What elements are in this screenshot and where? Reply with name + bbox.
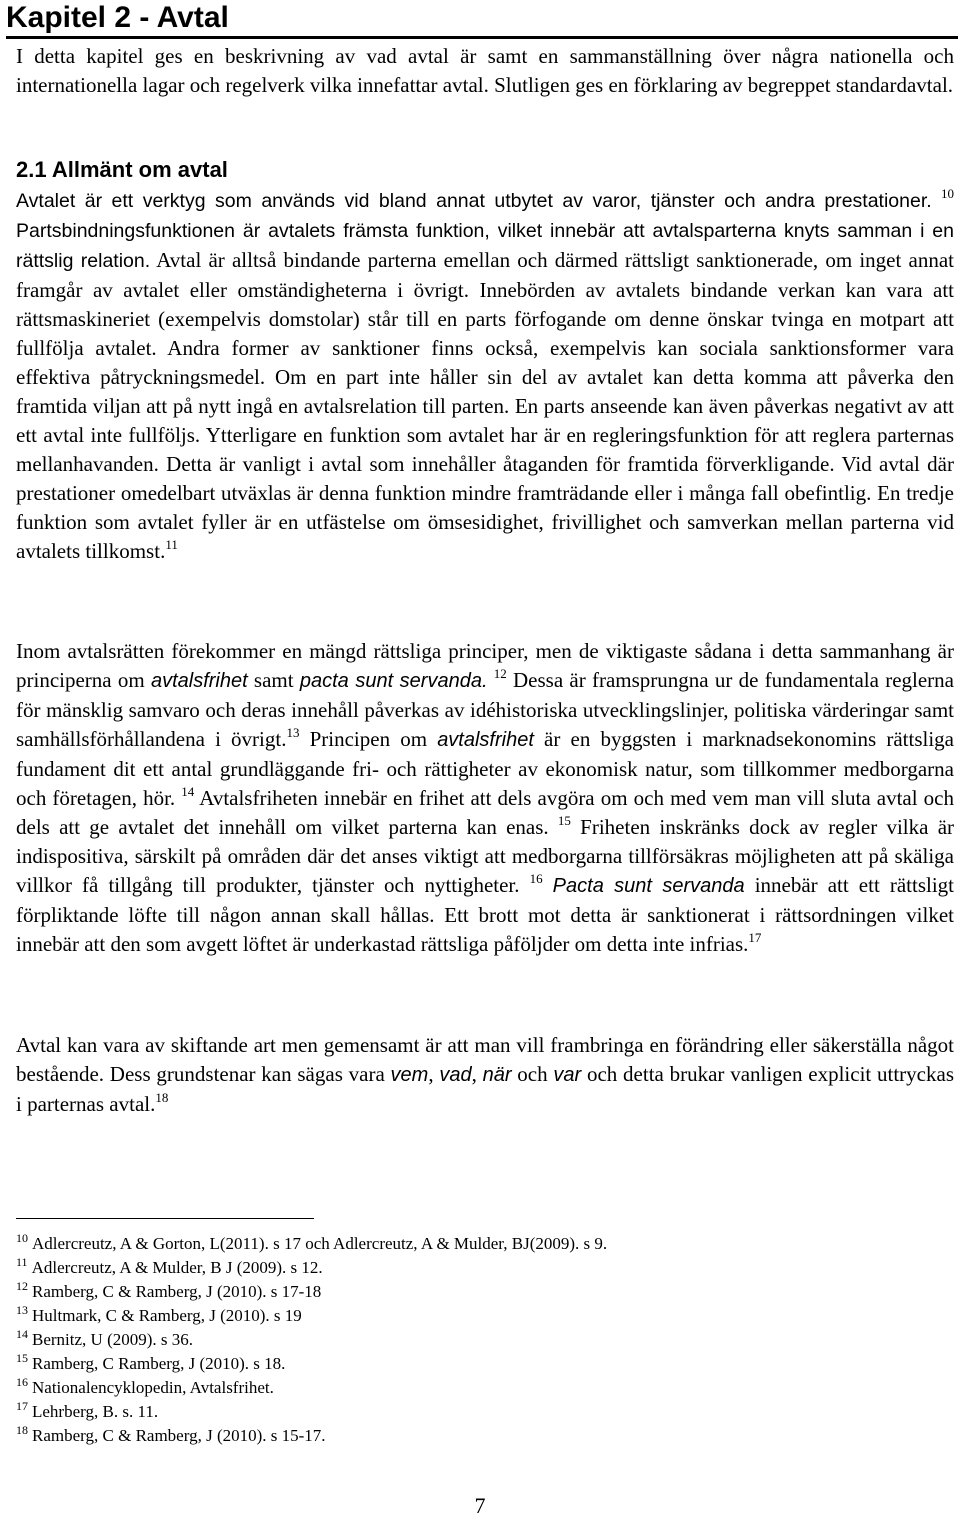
term-avtalsfrihet: avtalsfrihet <box>150 670 248 692</box>
footnote-number: 11 <box>16 1255 28 1269</box>
footnote-number: 12 <box>16 1279 28 1293</box>
footnote-ref-17: 17 <box>748 930 762 945</box>
footnote-ref-11: 11 <box>165 537 178 552</box>
footnote-text: Lehrberg, B. s. 11. <box>32 1402 159 1421</box>
footnote-number: 15 <box>16 1351 28 1365</box>
paragraph-1-sentence-1: Avtalet är ett verktyg som används vid bland annat utbytet av varor, tjänster och andra prestationer. <box>16 190 932 212</box>
chapter-title: Kapitel 2 - Avtal <box>6 1 229 34</box>
footnote-number: 10 <box>16 1231 28 1245</box>
footnote-text: Adlercreutz, A & Mulder, B J (2009). s 12. <box>31 1258 323 1277</box>
paragraph-2-text <box>543 873 553 897</box>
footnote-text: Ramberg, C Ramberg, J (2010). s 18. <box>32 1354 286 1373</box>
footnote-item <box>16 1304 916 1328</box>
term-vem: vem <box>390 1064 429 1086</box>
footnote-item <box>16 1328 916 1352</box>
footnote-item <box>16 1280 916 1304</box>
footnote-number: 14 <box>16 1327 28 1341</box>
chapter-intro: I detta kapitel ges en beskrivning av vad avtal är samt en sammanställning över några nationella och internationella lagar och regelverk vilka innefattar avtal. Slutligen ges en förklaring av begreppet standardavtal. <box>16 44 954 97</box>
footnote-text: Hultmark, C & Ramberg, J (2010). s 19 <box>32 1306 302 1325</box>
footnote-ref-15: 15 <box>557 813 571 828</box>
footnote-item <box>16 1232 916 1256</box>
section-paragraph-2 <box>16 637 954 959</box>
term-pacta-sunt-servanda: Pacta sunt servanda <box>552 875 745 897</box>
footnote-ref-16: 16 <box>529 871 543 886</box>
footnote-ref-14: 14 <box>181 784 195 799</box>
paragraph-2-text: Dessa är framsprungna ur de fundamentala reglerna för mänsklig samvaro och deras innehåll påverkas av idéhistoriska utvecklingslinjer, politiska värderingar samt samhällsförhållandena i övrigt. <box>16 668 954 751</box>
paragraph-2-text: Avtalsfriheten innebär en frihet att dels avgöra om och med vem man vill sluta avtal och dels att ge avtalet det innehåll om vilket parterna kan enas. <box>16 786 954 839</box>
footnote-ref-13: 13 <box>286 725 300 740</box>
paragraph-2-text: är en byggsten i marknadsekonomins rättsliga fundament dit ett antal grundläggande fri- och rättigheter av ekonomisk natur, som tillkommer medborgarna och företagen, hör. <box>16 727 954 810</box>
footnote-number: 13 <box>16 1303 28 1317</box>
paragraph-3-text: Avtal kan vara av skiftande art men gemensamt är att man vill frambringa en förändring eller säkerställa något bestående. Dess grundstenar kan sägas vara <box>16 1033 954 1086</box>
term-var: var <box>553 1064 582 1086</box>
term-pacta-sunt-servanda: pacta sunt servanda. <box>299 670 488 692</box>
paragraph-2-text: Inom avtalsrätten förekommer en mängd rättsliga principer, men de viktigaste sådana i detta sammanhang är principerna om <box>16 639 954 692</box>
footnote-ref-18: 18 <box>155 1090 169 1105</box>
footnote-number: 17 <box>16 1399 28 1413</box>
paragraph-2-text: Friheten inskränks dock av regler vilka är indispositiva, särskilt på områden där det anses viktigt att medborgarna tillförsäkras möjligheten att på skäliga villkor få tillgång till produkter, tjänster och nyttigheter. <box>16 815 955 897</box>
footnote-item <box>16 1376 916 1400</box>
footnote-item <box>16 1400 916 1424</box>
term-vad: vad <box>439 1064 472 1086</box>
section-heading: 2.1 Allmänt om avtal <box>16 157 228 182</box>
paragraph-3-text: och detta brukar vanligen explicit uttryckas i parternas avtal. <box>16 1062 954 1116</box>
footnote-ref-10: 10 <box>941 186 954 201</box>
paragraph-3-text: , <box>471 1062 483 1086</box>
footnote-item <box>16 1424 916 1448</box>
paragraph-2-text: Principen om <box>299 727 438 751</box>
section-paragraph-1 <box>16 186 954 566</box>
page-number: 7 <box>474 1493 486 1518</box>
footnote-ref-12: 12 <box>493 666 507 681</box>
footnote-text: Ramberg, C & Ramberg, J (2010). s 17-18 <box>32 1282 322 1301</box>
footnote-number: 18 <box>16 1423 28 1437</box>
footnote-separator <box>16 1218 314 1219</box>
footnote-item <box>16 1256 916 1280</box>
paragraph-2-text: samt <box>247 668 300 692</box>
footnote-text: Adlercreutz, A & Gorton, L(2011). s 17 och Adlercreutz, A & Mulder, BJ(2009). s 9. <box>32 1234 608 1253</box>
footnote-number: 16 <box>16 1375 28 1389</box>
paragraph-1-sentence-2: Partsbindningsfunktionen är avtalets främsta funktion, vilket innebär att avtalsparterna knyts samman i en rättslig relation. <box>16 220 954 272</box>
term-avtalsfrihet: avtalsfrihet <box>437 729 534 751</box>
term-nar: när <box>482 1064 512 1086</box>
paragraph-3-text: , <box>428 1062 440 1086</box>
paragraph-3-text: och <box>511 1062 554 1086</box>
footnote-list <box>16 1232 916 1448</box>
footnote-item <box>16 1352 916 1376</box>
chapter-title-underline <box>6 36 958 39</box>
section-paragraph-3 <box>16 1031 954 1119</box>
paragraph-2-text: innebär att ett rättsligt förpliktande löfte till någon annan skall hållas. Ett brott mot detta är sanktionerat i rättsordningen vilket innebär att den som avgett löftet är underkastad rättsliga påföljder om detta inte infrias. <box>16 873 955 956</box>
footnote-text: Ramberg, C & Ramberg, J (2010). s 15-17. <box>32 1426 326 1445</box>
footnote-text: Bernitz, U (2009). s 36. <box>32 1330 194 1349</box>
footnote-text: Nationalencyklopedin, Avtalsfrihet. <box>32 1378 274 1397</box>
paragraph-1-rest: Avtal är alltså bindande parterna emellan och därmed rättsligt sanktionerade, om inget annat framgår av avtalet eller omständigheterna i övrigt. Innebörden av avtalets bindande verkan kan vara att rättsmaskineriet (exempelvis domstolar) står till en parts förfogande om denne önskar tvinga en motpart att fullfölja avtalet. Andra former av sanktioner finns också, exempelvis kan sociala sanktionsformer vara effektiva påtryckningsmedel. Om en part inte håller sin del av avtalet kan detta komma att påverka den framtida viljan att på nytt ingå en avtalsrelation till parten. En parts anseende kan även påverkas negativt av att ett avtal inte fullföljs. Ytterligare en funktion som avtalet har är en regleringsfunktion för att reglera parternas mellanhavanden. Detta är vanligt i avtal som innehåller åtaganden för framtida förverkligande. Vid avtal där prestationer omedelbart utväxlas är denna funktion mindre framträdande eller i många fall obefintlig. En tredje funktion som avtalet fyller är en utfästelse om ömsesidighet, frivillighet och samverkan mellan parterna vid avtalets tillkomst. <box>16 248 954 563</box>
